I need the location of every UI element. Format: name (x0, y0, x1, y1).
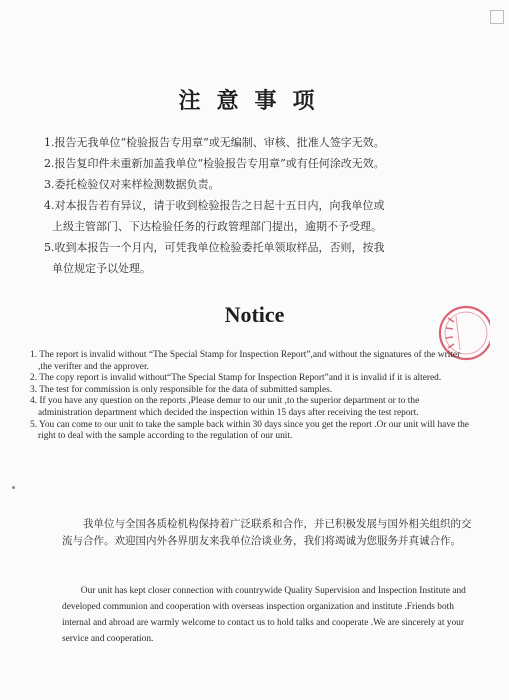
notice-cn-item-4-cont: 上级主管部门、下达检验任务的行政管理部门提出，逾期不予受理。 (52, 220, 382, 233)
notice-en-item-5: 5. You can come to our unit to take the sample back within 30 days since you get the report .Or our unit will have the right to deal with the sample according to the regulation of our unit. (30, 419, 469, 442)
scan-speck (12, 486, 15, 489)
notice-en-title: Notice (224, 302, 285, 327)
notice-cn-item-2: 2.报告复印件未重新加盖我单位“检验报告专用章”或有任何涂改无效。 (44, 157, 385, 170)
notice-cn-item-4: 4.对本报告若有异议，请于收到检验报告之日起十五日内，向我单位或 (44, 199, 385, 212)
intro-cn-paragraph: 我单位与全国各质检机构保持着广泛联系和合作，并已积极发展与国外相关组织的交流与合作。欢迎国内外各界朋友来我单位洽谈业务，我们将竭诚为您服务并真诚合作。 (62, 518, 472, 547)
notice-cn-list (44, 132, 474, 279)
notice-en-item-2: 2. The copy report is invalid without“The Special Stamp for Inspection Report”and it is invalid if it is altered. (30, 373, 442, 384)
notice-en-item-4: 4. If you have any question on the reports ,Please demur to our unit ,to the superior department or to the administration department which decided the inspection within 15 days after receiving the test report. (30, 396, 420, 418)
notice-cn-title: 注意事项 (178, 88, 331, 114)
notice-cn-item-1: 1.报告无我单位“检验报告专用章”或无编制、审核、批准人签字无效。 (44, 136, 385, 149)
intro-en-paragraph: Our unit has kept closer connection with countrywide Quality Supervision and Inspection Institute and developed communion and cooperation with overseas inspection organization and institute .Friends both internal and abroad are warmly welcome to contact us to hold talks and cooperate .We are sincerely at your service and cooperation. (62, 586, 466, 644)
notice-en-item-3: 3. The test for commission is only responsible for the data of submitted samples. (30, 384, 333, 395)
notice-en-item-1: 1. The report is invalid without “The Special Stamp for Inspection Report”,and without the signatures of the writer ,the verifter and the approver. (30, 350, 461, 372)
notice-cn-item-3: 3.委托检验仅对来样检测数据负责。 (44, 178, 220, 191)
notice-cn-item-5: 5.收到本报告一个月内，可凭我单位检验委托单领取样品，否则，按我 (44, 241, 385, 254)
notice-cn-item-5-cont: 单位规定予以处理。 (52, 262, 151, 275)
notice-en-list (30, 350, 470, 443)
corner-mark (490, 10, 504, 24)
